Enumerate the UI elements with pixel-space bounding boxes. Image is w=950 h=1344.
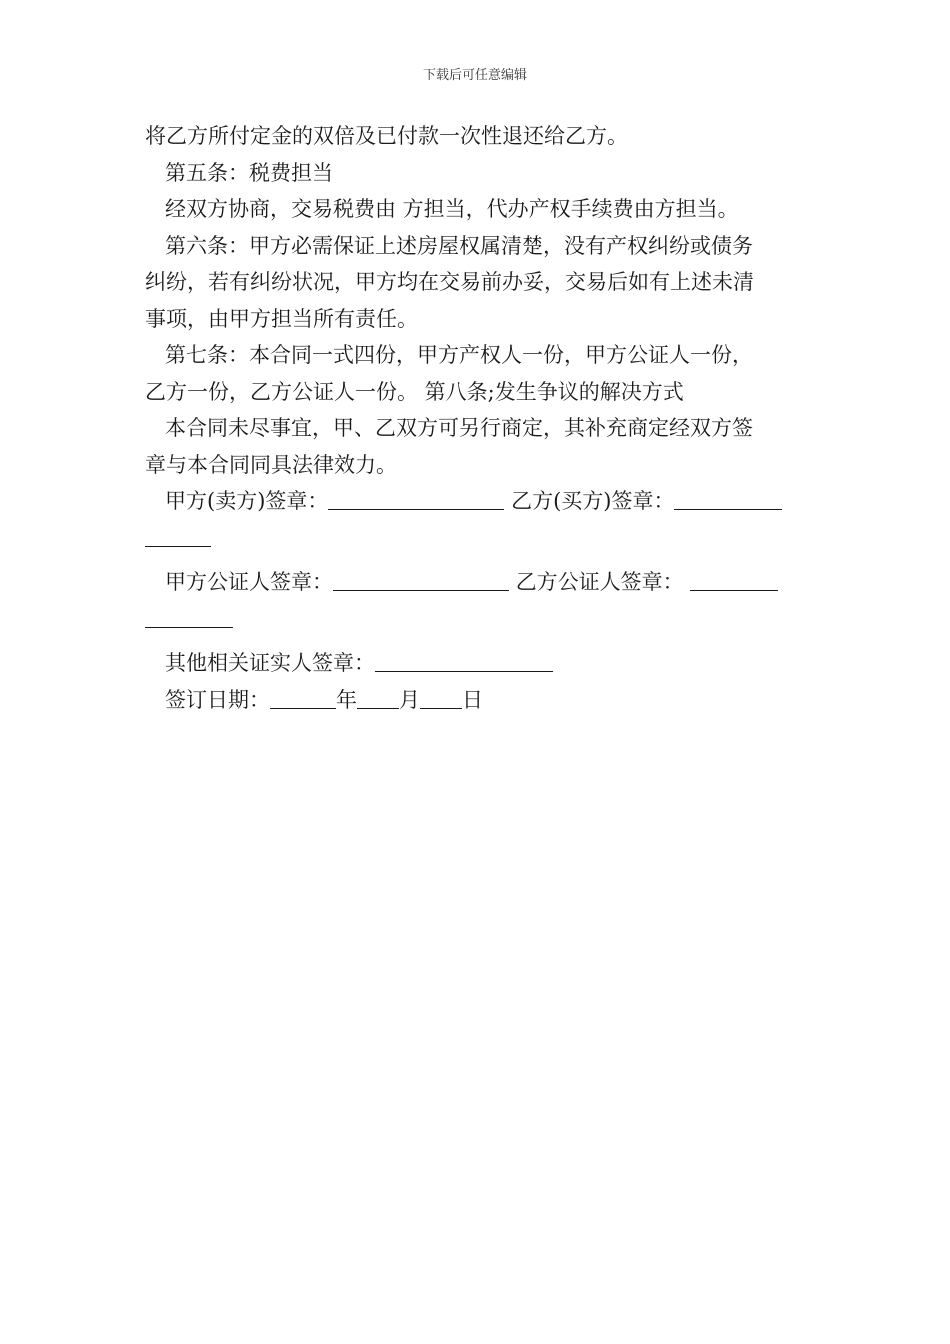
- notary-b-signature-blank-continued[interactable]: [145, 605, 233, 628]
- paragraph-line: 经双方协商，交易税费由 方担当，代办产权手续费由方担当。: [165, 197, 739, 221]
- article-five-heading: 第五条：税费担当: [165, 160, 333, 185]
- other-witness-signature-line: [145, 645, 810, 682]
- party-b-signature-blank[interactable]: [674, 487, 782, 510]
- party-b-signature-label: 乙方(买方)签章：: [511, 489, 675, 513]
- article-seven-line: 第七条：本合同一式四份，甲方产权人一份，甲方公证人一份，: [165, 343, 753, 367]
- month-label: 月: [399, 687, 420, 712]
- notary-b-signature-blank[interactable]: [690, 568, 778, 591]
- year-label: 年: [336, 687, 357, 712]
- party-a-signature-blank[interactable]: [328, 487, 504, 510]
- party-a-signature-label: 甲方(卖方)签章：: [165, 489, 329, 513]
- article-six-line: 第六条：甲方必需保证上述房屋权属清楚，没有产权纠纷或债务: [165, 233, 753, 258]
- paragraph-line: 本合同未尽事宜，甲、乙双方可另行商定，其补充商定经双方签: [165, 416, 753, 440]
- paragraph-line: 纠纷，若有纠纷状况，甲方均在交易前办妥，交易后如有上述未清: [145, 270, 754, 294]
- notary-b-signature-label: 乙方公证人签章：: [515, 570, 684, 594]
- paragraph-line: 章与本合同同具法律效力。: [145, 452, 397, 477]
- signing-date-label: 签订日期：: [165, 687, 270, 712]
- notary-a-signature-blank[interactable]: [333, 568, 509, 591]
- notary-a-signature-label: 甲方公证人签章：: [165, 570, 333, 594]
- paragraph-line: 将乙方所付定金的双倍及已付款一次性退还给乙方。: [145, 124, 628, 148]
- other-witness-signature-label: 其他相关证实人签章：: [165, 651, 375, 675]
- signing-year-blank[interactable]: [270, 686, 336, 709]
- paragraph-line: 事项，由甲方担当所有责任。: [145, 306, 418, 331]
- paragraph-line: 乙方一份，乙方公证人一份。 第八条;发生争议的解决方式: [145, 379, 684, 404]
- page-header: 下载后可任意编辑: [422, 68, 527, 83]
- signing-date-line: [145, 682, 810, 719]
- party-b-signature-blank-continued[interactable]: [145, 524, 211, 547]
- notary-signature-line: [145, 564, 810, 601]
- party-signature-line: [145, 483, 810, 520]
- signing-day-blank[interactable]: [420, 686, 462, 709]
- document-body: [145, 118, 810, 718]
- notary-signature-continuation: [145, 601, 810, 638]
- signing-month-blank[interactable]: [357, 686, 399, 709]
- party-signature-continuation: [145, 520, 810, 557]
- day-label: 日: [462, 687, 483, 712]
- other-witness-signature-blank[interactable]: [375, 649, 553, 672]
